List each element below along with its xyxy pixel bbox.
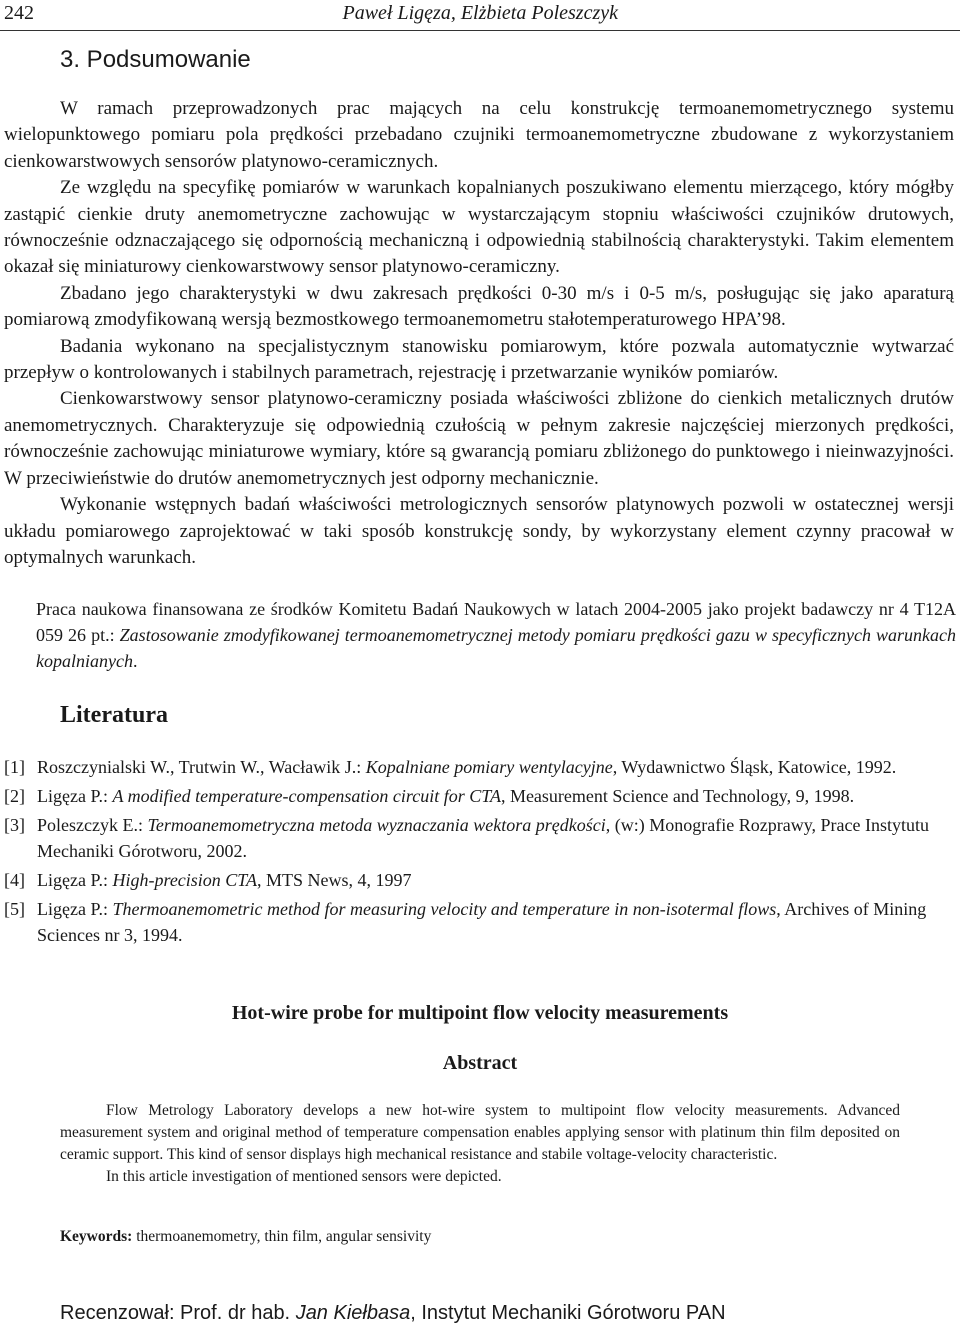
abstract-body xyxy=(60,1100,900,1188)
header-rule xyxy=(0,30,960,31)
abstract-paragraph: In this article investigation of mentioned sensors were depicted. xyxy=(106,1168,502,1185)
paragraph: Wykonanie wstępnych badań właściwości metrologicznych sensorów platynowych pozwoli w ostatecznej wersji układu pomiarowego zaprojektować w taki sposób konstrukcję sondy, by wykorzystany element czynny pracował w optymalnych warunkach. xyxy=(4,494,954,568)
reference-authors: Roszczynialski W., Trutwin W., Wacławik J.: xyxy=(37,757,366,777)
reviewer-name: Jan Kiełbasa xyxy=(295,1302,411,1324)
literature-title: Literatura xyxy=(60,702,168,728)
reference-text xyxy=(37,783,959,809)
funding-prefix: Praca naukowa finansowana ze środków Komitetu Badań Naukowych w latach 2004-2005 jako projekt badawczy nr 4 T12A 059 26 pt.: xyxy=(36,599,956,645)
reference-number: [1] xyxy=(4,757,25,777)
reference-text xyxy=(37,754,959,780)
reference-title: High-precision CTA xyxy=(112,870,257,890)
funding-note xyxy=(36,596,956,674)
page-number: 242 xyxy=(4,2,34,24)
reference-number: [3] xyxy=(4,815,25,835)
reference-title: Termoanemometryczna metoda wyznaczania wektora prędkości xyxy=(147,815,606,835)
keywords-label: Keywords: xyxy=(60,1228,133,1245)
paragraph: Badania wykonano na specjalistycznym stanowisku pomiarowym, które pozwala automatycznie wytwarzać przepływ o kontrolowanych i stabilnych parametrach, rejestrację i przetwarzanie wyników pomiarów. xyxy=(4,335,954,384)
reference-number: [2] xyxy=(4,786,25,806)
reference-list xyxy=(4,754,959,951)
reference-details: , (w:) Monografie Rozprawy, Prace Instytutu Mechaniki Górotworu, 2002. xyxy=(37,815,930,861)
reference-item xyxy=(4,867,959,893)
paragraph: Ze względu na specyfikę pomiarów w warunkach kopalnianych poszukiwano elementu mierzącego, który mógłby zastąpić cienkie druty anemometryczne zachowując w wystarczającym stopniu właściwości czujników drutowych, równocześnie odznaczającego się odpornością mechaniczną i odpowiednią stabilnością charakterystyki. Takim elementem okazał się miniaturowy cienkowarstwowy sensor platynowo-ceramiczny. xyxy=(4,177,954,278)
paragraph: Cienkowarstwowy sensor platynowo-ceramiczny posiada właściwości zbliżone do cienkich metalicznych drutów anemometrycznych. Charakteryzuje się odpowiednią czułością w pełnym zakresie najczęściej mierzonych prędkości, równocześnie zachowując miniaturowe wymiary, które są gwarancją pomiaru zbliżonego do punktowego i nieinwazyjności. W przeciwieństwie do drutów anemometrycznych jest odporny mechanicznie. xyxy=(4,388,954,489)
running-title: Paweł Ligęza, Elżbieta Poleszczyk xyxy=(342,2,618,24)
section-body xyxy=(4,96,954,571)
reference-item xyxy=(4,783,959,809)
reference-details: , MTS News, 4, 1997 xyxy=(256,870,412,890)
reference-text xyxy=(37,867,959,893)
review-line xyxy=(60,1302,726,1325)
reference-authors: Poleszczyk E.: xyxy=(37,815,148,835)
review-suffix: , Instytut Mechaniki Górotworu PAN xyxy=(410,1302,726,1324)
paragraph: W ramach przeprowadzonych prac mających na celu konstrukcję termoanemometrycznego systemu wielopunktowego pomiaru pola prędkości przebadano czujniki termoanemometryczne zbudowane z wykorzystaniem cienkowarstwowych sensorów platynowo-ceramicznych. xyxy=(4,98,954,172)
reference-details: , Archives of Mining Sciences nr 3, 1994. xyxy=(37,899,927,945)
reference-text xyxy=(37,896,959,948)
english-title: Hot-wire probe for multipoint flow velocity measurements xyxy=(231,1002,729,1024)
abstract-title: Abstract xyxy=(442,1052,518,1074)
paragraph: Zbadano jego charakterystyki w dwu zakresach prędkości 0-30 m/s i 0-5 m/s, posługując się jako aparaturą pomiarową zmodyfikowaną wersją bezmostkowego termoanemometru stałotemperaturowego HPA’98. xyxy=(4,282,954,331)
funding-suffix: . xyxy=(132,651,138,671)
reference-authors: Ligęza P.: xyxy=(37,899,113,919)
section-title: 3. Podsumowanie xyxy=(60,46,251,73)
reference-title: Thermoanemometric method for measuring velocity and temperature in non-isotermal flows xyxy=(112,899,777,919)
reference-item xyxy=(4,896,959,948)
reference-item xyxy=(4,754,959,780)
review-prefix: Recenzował: Prof. dr hab. xyxy=(60,1302,296,1324)
keywords-value: thermoanemometry, thin film, angular sensivity xyxy=(132,1228,432,1245)
reference-details: , Wydawnictwo Śląsk, Katowice, 1992. xyxy=(612,757,897,777)
reference-authors: Ligęza P.: xyxy=(37,786,113,806)
reference-details: , Measurement Science and Technology, 9, 1998. xyxy=(500,786,855,806)
reference-number: [4] xyxy=(4,870,25,890)
reference-number: [5] xyxy=(4,899,25,919)
reference-authors: Ligęza P.: xyxy=(37,870,113,890)
keywords xyxy=(60,1228,431,1246)
reference-item xyxy=(4,812,959,864)
abstract-paragraph: Flow Metrology Laboratory develops a new hot-wire system to multipoint flow velocity measurements. Advanced measurement system and original method of temperature compensation enables applying sensor with platinum thin film deposited on ceramic support. This kind of sensor displays high mechanical resistance and stabile voltage-velocity characteristic. xyxy=(60,1102,900,1163)
reference-text xyxy=(37,812,959,864)
reference-title: Kopalniane pomiary wentylacyjne xyxy=(365,757,613,777)
project-title: Zastosowanie zmodyfikowanej termoanemometrycznej metody pomiaru prędkości gazu w specyficznych warunkach kopalnianych xyxy=(36,625,956,671)
reference-title: A modified temperature-compensation circuit for CTA xyxy=(112,786,501,806)
